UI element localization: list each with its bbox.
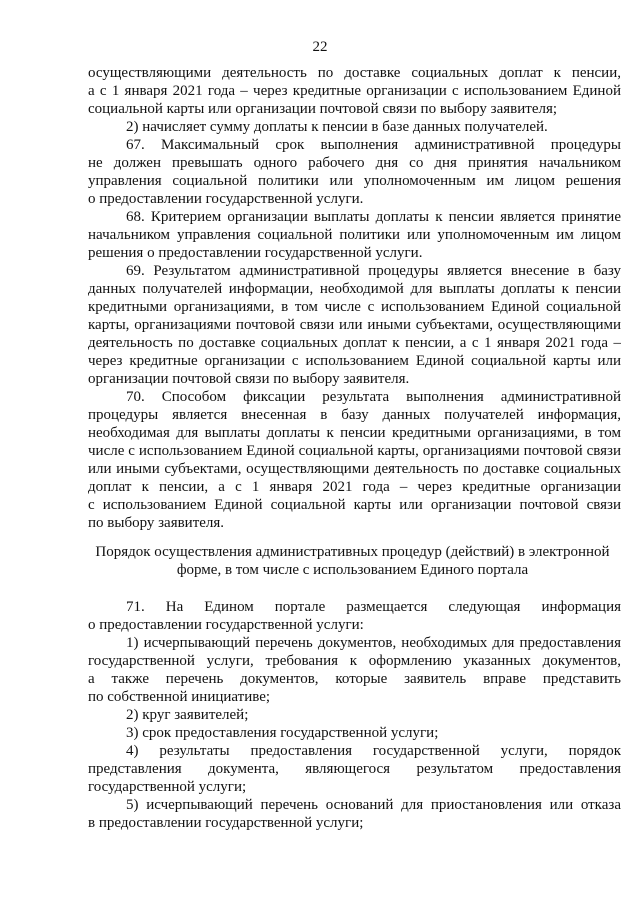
text-line: 2) начисляет сумму доплаты к пенсии в базе данных получателей. (126, 119, 548, 135)
text-line: деятельность по доставке социальных доплат к пенсии, а с 1 января 2021 года – (88, 335, 621, 351)
text-line: по собственной инициативе; (88, 689, 271, 705)
text-line: 70. Способом фиксации результата выполнения административной (126, 389, 621, 405)
text-line: организации почтовой связи по выбору заявителя. (88, 371, 410, 387)
text-line: начальником управления социальной политики или уполномоченным им лицом (88, 227, 621, 243)
text-line: 1) исчерпывающий перечень документов, необходимых для предоставления (126, 635, 621, 651)
text-line: 4) результаты предоставления государственной услуги, порядок (126, 743, 621, 759)
text-line: осуществляющими деятельность по доставке социальных доплат к пенсии, (88, 65, 621, 81)
text-line: с использованием Единой социальной карты или организации почтовой связи (88, 497, 621, 513)
text-line: карты, организациями почтовой связи или иными субъектами, осуществляющими (88, 317, 621, 333)
text-line: в предоставлении государственной услуги; (88, 815, 364, 831)
page-number: 22 (312, 39, 328, 55)
text-line: необходимая для выплаты доплаты к пенсии кредитными организациями, в том (88, 425, 621, 441)
text-line: по выбору заявителя. (88, 515, 225, 531)
text-line: 67. Максимальный срок выполнения административной процедуры (126, 137, 621, 153)
text-line: а с 1 января 2021 года – через кредитные организации с использованием Единой (88, 83, 621, 99)
text-line: представления документа, являющегося результатом предоставления (88, 761, 621, 777)
text-line: через кредитные организации с использованием Единой социальной карты или (88, 353, 621, 369)
text-line: государственной услуги, требования к оформлению указанных документов, (88, 653, 621, 669)
text-line: государственной услуги; (88, 779, 247, 795)
section-heading: Порядок осуществления административных процедур (действий) в электронной (95, 544, 610, 560)
text-line: управления социальной политики или уполномоченным им лицом решения (88, 173, 621, 189)
text-line: процедуры является внесенная в базу данных получателей информация, (88, 407, 621, 423)
text-line: 5) исчерпывающий перечень оснований для приостановления или отказа (126, 797, 621, 813)
text-line: решения о предоставлении государственной услуги. (88, 245, 423, 261)
text-line: 68. Критерием организации выплаты доплаты к пенсии является принятие (126, 209, 621, 225)
text-line: 71. На Едином портале размещается следующая информация (126, 599, 621, 615)
text-line: а также перечень документов, которые заявитель вправе представить (88, 671, 621, 687)
text-line: или иными субъектами, осуществляющими деятельность по доставке социальных (88, 461, 621, 477)
text-line: данных получателей информации, необходимой для выплаты доплаты к пенсии (88, 281, 621, 297)
text-line: 3) срок предоставления государственной услуги; (126, 725, 439, 741)
section-heading: форме, в том числе с использованием Единого портала (176, 562, 529, 578)
text-line: о предоставлении государственной услуги: (88, 617, 364, 633)
text-line: доплат к пенсии, а с 1 января 2021 года – через кредитные организации (88, 479, 621, 495)
text-line: числе с использованием Единой социальной карты, организациями почтовой связи (88, 443, 621, 459)
text-line: 69. Результатом административной процедуры является внесение в базу (126, 263, 621, 279)
text-line: 2) круг заявителей; (126, 707, 249, 723)
text-line: о предоставлении государственной услуги. (88, 191, 364, 207)
text-line: кредитными организациями, в том числе с использованием Единой социальной (88, 299, 621, 315)
text-line: социальной карты или организации почтовой связи по выбору заявителя; (88, 101, 558, 117)
text-line: не должен превышать одного рабочего дня со дня принятия начальником (88, 155, 621, 171)
